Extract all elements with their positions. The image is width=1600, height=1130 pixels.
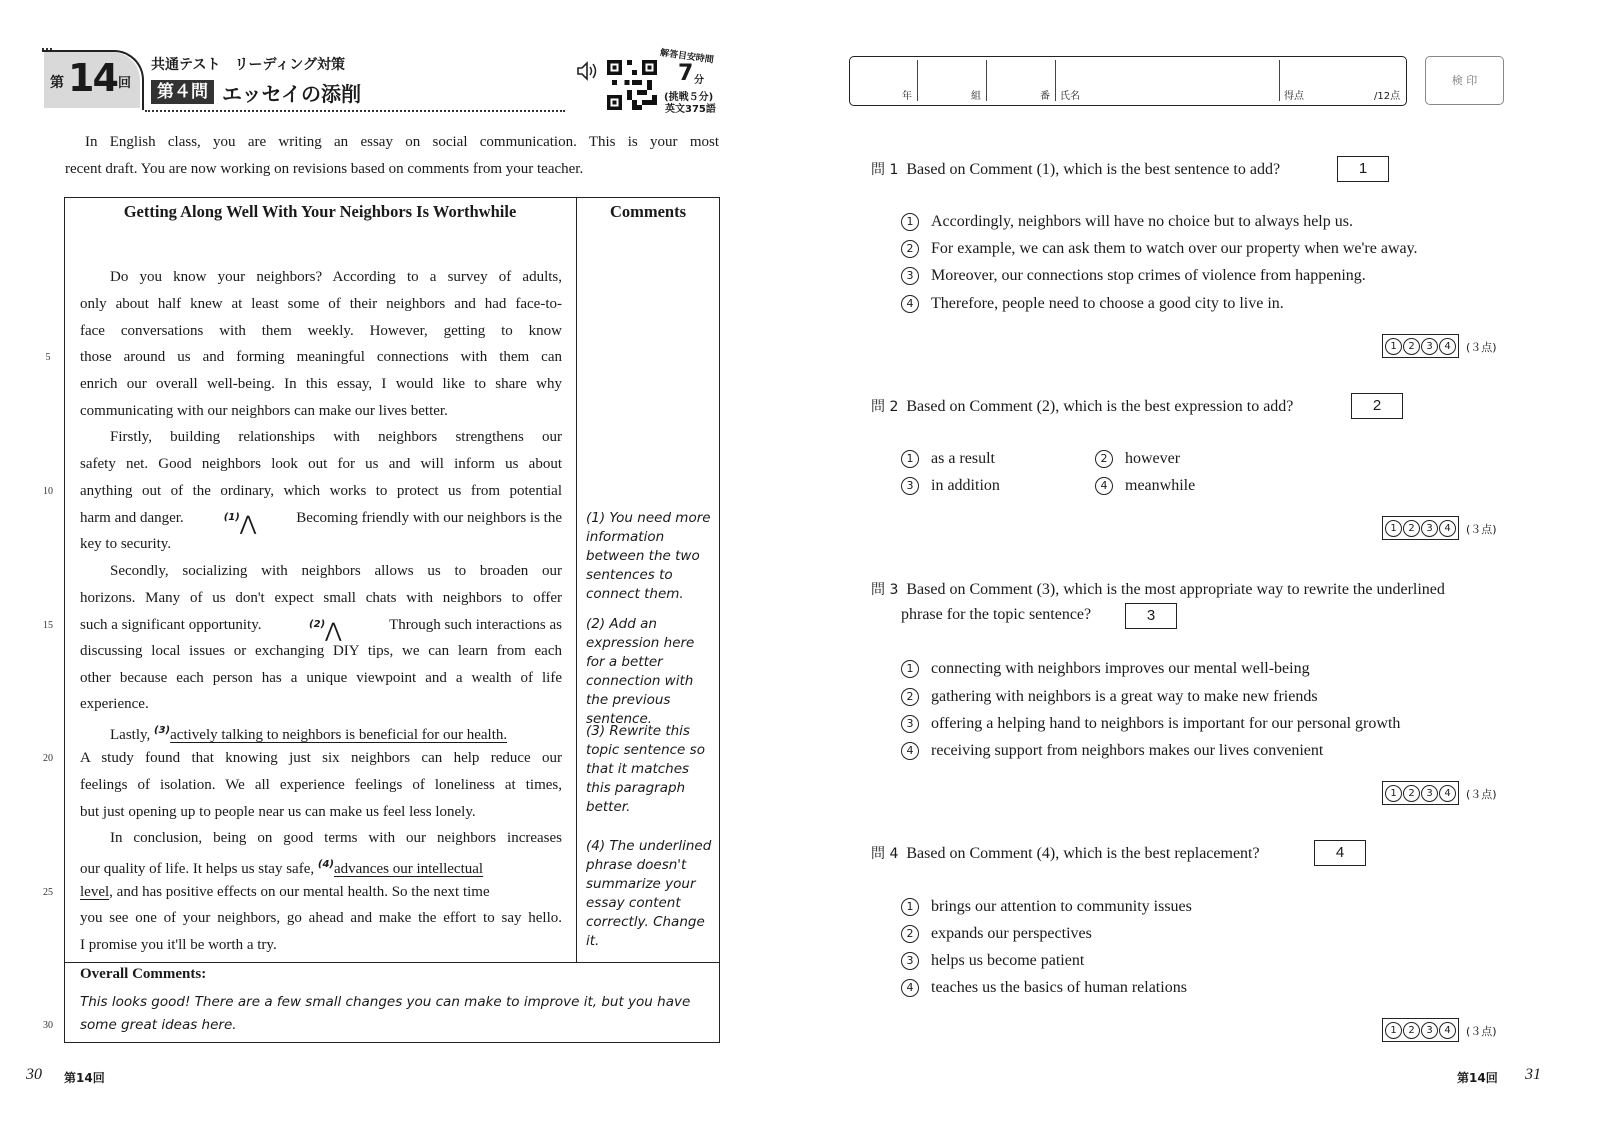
insertion-mark-2: $^{(2)}$⋀ <box>309 618 342 642</box>
answer-box-1[interactable]: 1 <box>1337 156 1389 182</box>
choice-circle-icon: 4 <box>901 295 919 313</box>
intro-line-2: recent draft. You are now working on revisions based on comments from your teacher. <box>65 161 584 177</box>
choice-circle-icon: 2 <box>901 925 919 943</box>
comment-4: (4) The underlined phrase doesn't summarize your essay content correctly. Change it. <box>586 838 712 949</box>
essay-line: Firstly, building relationships with neighbors strengthens our <box>110 429 562 445</box>
essay-line: Do you know your neighbors? According to a survey of adults, <box>110 269 562 285</box>
answer-box-3[interactable]: 3 <box>1125 603 1177 629</box>
sheet-divider <box>1055 60 1056 101</box>
qr-code-icon[interactable] <box>607 60 657 110</box>
essay-line: other because each person has a unique viewpoint and a wealth of life <box>80 670 562 686</box>
year-field[interactable]: 年 <box>902 91 912 102</box>
answer-box-2[interactable]: 2 <box>1351 393 1403 419</box>
q4-option-1[interactable]: 1 brings our attention to community issues <box>901 898 1192 916</box>
essay-line: A study found that knowing just six neighbors can help reduce our <box>80 750 562 766</box>
essay-line: discussing local issues or exchanging DIY tips, we can learn from each <box>80 643 562 659</box>
line-number: 10 <box>43 486 53 497</box>
essay-line: horizons. Many of us don't expect small chats with neighbors to offer <box>80 590 562 606</box>
essay-line: experience. <box>80 696 149 712</box>
essay-text: our quality of life. It helps us stay safe, <box>80 861 315 877</box>
q2-option-3[interactable]: 3 in addition <box>901 477 1000 495</box>
sheet-divider <box>1279 60 1280 101</box>
essay-line <box>80 879 562 906</box>
sheet-divider <box>917 60 918 101</box>
q4-option-3[interactable]: 3 helps us become patient <box>901 952 1084 970</box>
overall-comments-text: some great ideas here. <box>80 1017 237 1033</box>
answer-mark-box-1[interactable]: 1 2 3 4 <box>1382 334 1459 358</box>
points-3: (３点) <box>1466 788 1497 801</box>
question-1-heading <box>871 159 1280 179</box>
question-1-label: 問 1 <box>871 162 899 178</box>
sheet-divider <box>986 60 987 101</box>
essay-title: Getting Along Well With Your Neighbors Is Worthwhile <box>123 202 517 221</box>
question-3-heading <box>871 579 1445 599</box>
score-total: /12点 <box>1374 91 1401 102</box>
question-4-text: Based on Comment (4), which is the best replacement? <box>906 845 1260 862</box>
line-number: 30 <box>43 1020 53 1031</box>
challenge-time: (挑戦５分) <box>664 92 714 103</box>
question-2-heading <box>871 396 1293 416</box>
comment-3: (3) Rewrite this topic sentence so that it matches this paragraph better. <box>586 723 705 815</box>
line-number: 20 <box>43 753 53 764</box>
speaker-icon[interactable] <box>576 61 600 81</box>
choice-circle-icon: 2 <box>901 688 919 706</box>
choice-circle-icon: 1 <box>901 898 919 916</box>
choice-circle-icon: 3 <box>901 952 919 970</box>
essay-text: Through such interactions as <box>389 617 562 633</box>
score-field[interactable]: 得点 <box>1284 91 1304 102</box>
choice-circle-icon: 4 <box>1095 477 1113 495</box>
essay-line: only about half knew at least some of their neighbors and had face-to- <box>80 296 562 312</box>
q3-option-2[interactable]: 2 gathering with neighbors is a great way to make new friends <box>901 688 1318 706</box>
round-prefix: 第 <box>50 75 64 91</box>
comment-marker-4: (4) <box>317 859 334 870</box>
q4-option-2[interactable]: 2 expands our perspectives <box>901 925 1092 943</box>
essay-line: safety net. Good neighbors look out for us and will inform us about <box>80 456 562 472</box>
essay-line: communicating with our neighbors can make our lives better. <box>80 403 448 419</box>
question-3-text-cont: phrase for the topic sentence? <box>901 606 1092 623</box>
essay-line: Secondly, socializing with neighbors allows us to broaden our <box>110 563 562 579</box>
choice-circle-icon: 3 <box>901 267 919 285</box>
points-4: (３点) <box>1466 1025 1497 1038</box>
essay-text: such a significant opportunity. <box>80 617 262 633</box>
footer-round-right: 第14回 <box>1457 1071 1498 1085</box>
line-number: 15 <box>43 620 53 631</box>
choice-circle-icon: 1 <box>901 213 919 231</box>
q4-option-4[interactable]: 4 teaches us the basics of human relations <box>901 979 1187 997</box>
points-1: (３点) <box>1466 341 1497 354</box>
essay-line: In conclusion, being on good terms with our neighbors increases <box>110 830 562 846</box>
essay-text: Becoming friendly with our neighbors is the <box>296 510 562 526</box>
class-field[interactable]: 組 <box>971 91 981 102</box>
choice-circle-icon: 4 <box>901 979 919 997</box>
essay-line: key to security. <box>80 536 172 552</box>
essay-line: I promise you it'll be worth a try. <box>80 937 277 953</box>
overall-divider <box>64 962 720 963</box>
question-3-text: Based on Comment (3), which is the most appropriate way to rewrite the underlined <box>906 581 1445 598</box>
exam-name: 共通テスト リーディング対策 <box>151 57 346 73</box>
comments-header: Comments <box>609 202 687 221</box>
time-value: 7 <box>678 61 694 86</box>
line-number: 25 <box>43 887 53 898</box>
essay-text: Lastly, <box>110 727 151 743</box>
round-number: 14 <box>68 56 117 100</box>
question-4-heading <box>871 843 1260 863</box>
essay-text: harm and danger. <box>80 510 184 526</box>
q2-option-2[interactable]: 2 however <box>1095 450 1180 468</box>
q3-option-3[interactable]: 3 offering a helping hand to neighbors is important for our personal growth <box>901 715 1400 733</box>
q1-option-4[interactable]: 4 Therefore, people need to choose a good city to live in. <box>901 295 1284 313</box>
question-3-label: 問 3 <box>871 582 899 598</box>
underlined-phrase-4: advances our intellectual <box>333 861 484 877</box>
q3-option-1[interactable]: 1 connecting with neighbors improves our mental well-being <box>901 660 1310 678</box>
question-2-label: 問 2 <box>871 399 899 415</box>
choice-circle-icon: 2 <box>1095 450 1113 468</box>
q1-option-1[interactable]: 1 Accordingly, neighbors will have no choice but to always help us. <box>901 213 1353 231</box>
essay-line: those around us and forming meaningful connections with them can <box>80 349 562 365</box>
name-field[interactable]: 氏名 <box>1060 91 1080 102</box>
q2-option-1[interactable]: 1 as a result <box>901 450 995 468</box>
page-number-left: 30 <box>26 1066 42 1083</box>
q2-option-4[interactable]: 4 meanwhile <box>1095 477 1195 495</box>
answer-mark-box-3[interactable]: 1 2 3 4 <box>1382 781 1459 805</box>
time-unit: 分 <box>694 75 704 86</box>
choice-circle-icon: 4 <box>901 742 919 760</box>
number-field[interactable]: 番 <box>1040 91 1050 102</box>
question-title: エッセイの添削 <box>222 82 361 106</box>
essay-line: anything out of the ordinary, which works to protect us from potential <box>80 483 562 499</box>
question-1-text: Based on Comment (1), which is the best sentence to add? <box>906 161 1281 178</box>
column-divider <box>576 197 577 963</box>
footer-round-left: 第14回 <box>64 1071 105 1085</box>
choice-circle-icon: 1 <box>901 660 919 678</box>
comment-2: (2) Add an expression here for a better connection with the previous sentence. <box>586 616 695 727</box>
underlined-phrase-3: actively talking to neighbors is beneficial for our health. <box>170 727 508 743</box>
time-label: 解答目安時間 <box>659 48 715 66</box>
round-suffix: 回 <box>118 76 132 91</box>
page-number-right: 31 <box>1525 1066 1541 1083</box>
essay-line: face conversations with them weekly. However, getting to know <box>80 323 562 339</box>
comment-marker-3: (3) <box>154 725 171 736</box>
overall-comments-text: This looks good! There are a few small changes you can make to improve it, but you have <box>80 994 691 1010</box>
points-2: (３点) <box>1466 523 1497 536</box>
inspection-stamp-box: 検 印 <box>1425 56 1504 105</box>
line-number: 5 <box>45 352 51 363</box>
answer-mark-box-2[interactable]: 1 2 3 4 <box>1382 516 1459 540</box>
answer-mark-box-4[interactable]: 1 2 3 4 <box>1382 1018 1459 1042</box>
q3-option-4[interactable]: 4 receiving support from neighbors makes our lives convenient <box>901 742 1323 760</box>
answer-sheet-box <box>849 56 1407 106</box>
insertion-mark-1: $^{(1)}$⋀ <box>223 511 257 535</box>
question-4-label: 問 4 <box>871 846 899 862</box>
essay-line: enrich our overall well-being. In this essay, I would like to share why <box>80 376 562 392</box>
q1-option-3[interactable]: 3 Moreover, our connections stop crimes of violence from happening. <box>901 267 1366 285</box>
question-label: 第４問 <box>151 80 214 104</box>
overall-comments-label: Overall Comments: <box>80 966 207 982</box>
choice-circle-icon: 3 <box>901 715 919 733</box>
word-count: 英文375語 <box>665 104 716 115</box>
essay-line: you see one of your neighbors, go ahead and make the effort to say hello. <box>80 910 562 926</box>
choice-circle-icon: 1 <box>901 450 919 468</box>
header-dotted-rule <box>145 110 565 112</box>
choice-circle-icon: 3 <box>901 477 919 495</box>
essay-line: but just opening up to people near us can make us feel less lonely. <box>80 804 476 820</box>
essay-line: feelings of isolation. We all experience feelings of loneliness at times, <box>80 777 562 793</box>
comment-1: (1) You need more information between the two sentences to connect them. <box>586 510 711 602</box>
intro-line-1: In English class, you are writing an essay on social communication. This is your most <box>85 134 719 150</box>
underlined-phrase-4-cont: level <box>80 884 110 900</box>
essay-text: , and has positive effects on our mental health. So the next time <box>109 884 490 900</box>
answer-box-4[interactable]: 4 <box>1314 840 1366 866</box>
question-2-text: Based on Comment (2), which is the best expression to add? <box>906 398 1294 415</box>
choice-circle-icon: 2 <box>901 240 919 258</box>
q1-option-2[interactable]: 2 For example, we can ask them to watch over our property when we're away. <box>901 240 1418 258</box>
